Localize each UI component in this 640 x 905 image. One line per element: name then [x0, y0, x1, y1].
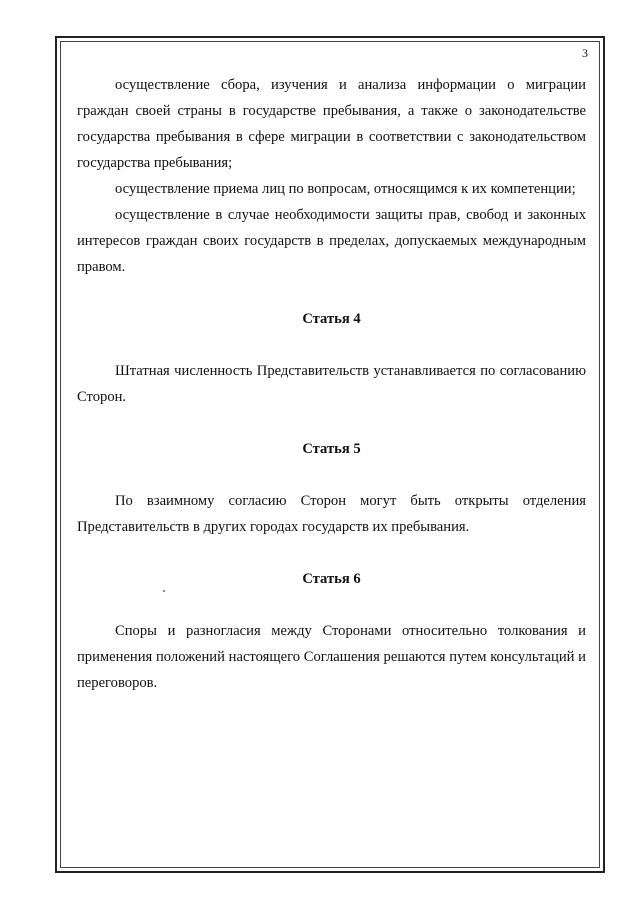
article-6-heading: Статья 6 — [302, 571, 361, 587]
paragraph-migration-info: осуществление сбора, изучения и анализа информации о миграции граждан своей страны в государстве пребывания, а также о законодательстве государства пребывания в сфере миграции в соответствии с законодательством государства пребывания; — [77, 77, 586, 171]
article-4-text: Штатная численность Представительств устанавливается по согласованию Сторон. — [77, 363, 586, 405]
article-4-heading: Статья 4 — [302, 311, 361, 327]
paragraph-rights-protection: осуществление в случае необходимости защиты прав, свобод и законных интересов граждан своих государств в пределах, допускаемых международным правом. — [77, 207, 586, 275]
article-5-text: По взаимному согласию Сторон могут быть открыты отделения Представительств в других городах государств их пребывания. — [77, 493, 586, 535]
document-body — [77, 72, 586, 696]
article-6-text: Споры и разногласия между Сторонами относительно толкования и применения положений настоящего Соглашения решаются путем консультаций и переговоров. — [77, 623, 586, 691]
scan-speck — [163, 590, 165, 592]
paragraph-reception: осуществление приема лиц по вопросам, относящимся к их компетенции; — [115, 181, 576, 197]
article-5-heading: Статья 5 — [302, 441, 361, 457]
page-number: 3 — [582, 46, 588, 60]
